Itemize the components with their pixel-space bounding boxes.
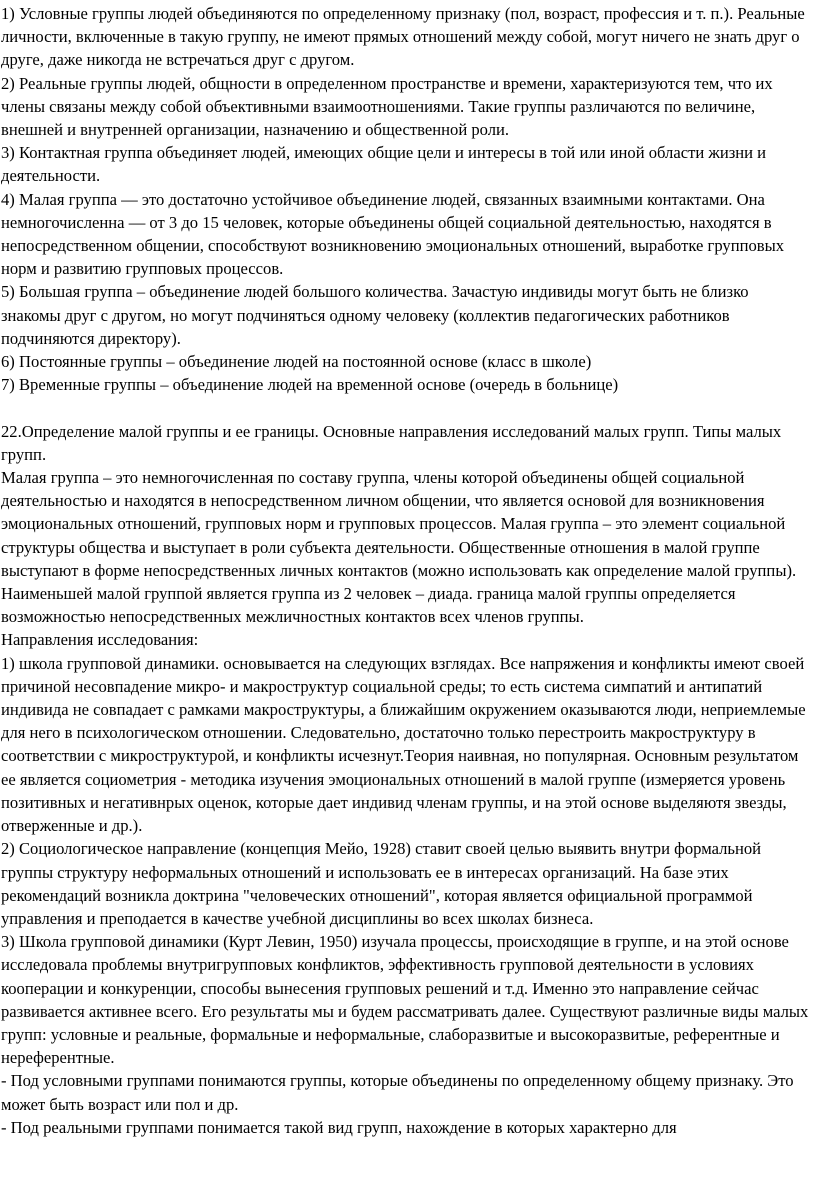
paragraph-group-dynamics-school: 1) школа групповой динамики. основывается на следующих взглядах. Все напряжения и конфликты имеют своей причиной несовпадение микро- и макроструктур социальной среды; то есть система симпатий и антипатий индивида не совпадает с рамками макроструктуры, а ближайшим окружением оказываются люди, неприемлемые для него в психологическом отношении. Следовательно, достаточно только перестроить макроструктуру в соответствии с микроструктурой, и конфликты исчезнут.Теория наивная, но популярная. Основным результатом ее является социометрия - методика изучения эмоциональных отношений в малой группе (измеряется уровень позитивных и негативнрых оценок, которые дает индивид членам группы, и на этой основе выделяютя звезды, отверженные и др.). xyxy=(1,653,806,836)
paragraph-sociological-direction: 2) Социологическое направление (концепция Мейо, 1928) ставит своей целью выявить внутри формальной группы структуру неформальных отношений и использовать ее в интересах организаций. На базе этих рекомендаций возникла доктрина "человеческих отношений", которая является официальной программой управления и преподается в качестве учебной дисциплины во всех школах бизнеса. xyxy=(1,839,761,928)
paragraph-small-group-definition: Малая группа – это немногочисленная по составу группа, члены которой объединены общей социальной деятельностью и находятся в непосредственном личном общении, что является основой для возникновения эмоциональных отношений, групповых норм и групповых процессов. Малая группа – это элемент социальной структуры общества и выступает в роли субъекта деятельности. Общественные отношения в малой группе выступают в форме непосредственных личных контактов (можно использовать как определение малой группы). xyxy=(1,468,797,580)
blank-line xyxy=(1,396,810,419)
paragraph-dyad: Наименьшей малой группой является группа из 2 человек – диада. граница малой группы определяется возможностью непосредственных межличностных контактов всех членов группы. xyxy=(1,584,736,627)
paragraph-conditional-groups: 1) Условные группы людей объединяются по определенному признаку (пол, возраст, профессия и т. п.). Реальные личности, включенные в такую группу, не имеют прямых отношений между собой, могут ничего не знать друг о друге, даже никогда не встречаться друг с другом. xyxy=(1,4,805,70)
paragraph-temporary-groups: 7) Временные группы – объединение людей на временной основе (очередь в больнице) xyxy=(1,375,619,395)
paragraph-lewin-school: 3) Школа групповой динамики (Курт Левин, 1950) изучала процессы, происходящие в группе, и на этой основе исследовала проблемы внутригрупповых конфликтов, эффективность групповой деятельности в условиях кооперации и конкуренции, способы вынесения групповых решений и т.д. Именно это направление сейчас развивается активнее всего. Его результаты мы и будем рассматривать далее. Существуют различные виды малых групп: условные и реальные, формальные и неформальные, слаборазвитые и высокоразвитые, референтные и нереферентные. xyxy=(1,932,809,1068)
paragraph-small-group: 4) Малая группа — это достаточно устойчивое объединение людей, связанных взаимными контактами. Она немногочисленна — от 3 до 15 человек, которые объединены общей социальной деятельностью, находятся в непосредственном общении, способствуют возникновению эмоциональных отношений, выработке групповых норм и развитию групповых процессов. xyxy=(1,189,785,279)
section-heading-22: 22.Определение малой группы и ее границы. Основные направления исследований малых групп. Типы малых групп. xyxy=(1,421,782,464)
paragraph-contact-group: 3) Контактная группа объединяет людей, имеющих общие цели и интересы в той или иной области жизни и деятельности. xyxy=(1,143,767,186)
paragraph-real-groups: 2) Реальные группы людей, общности в определенном пространстве и времени, характеризуются тем, что их члены связаны между собой объективными взаимоотношениями. Такие группы различаются по величине, внешней и внутренней организации, назначению и общественной роли. xyxy=(1,73,773,140)
paragraph-research-directions-label: Направления исследования: xyxy=(1,630,199,650)
paragraph-permanent-groups: 6) Постоянные группы – объединение людей на постоянной основе (класс в школе) xyxy=(1,352,592,372)
paragraph-conditional-groups-definition: - Под условными группами понимаются группы, которые объединены по определенному общему признаку. Это может быть возраст или пол и др. xyxy=(1,1071,794,1114)
paragraph-large-group: 5) Большая группа – объединение людей большого количества. Зачастую индивиды могут быть не близко знакомы друг с другом, но могут подчиняться одному человеку (коллектив педагогических работников подчиняются директору). xyxy=(1,282,749,348)
paragraph-real-groups-definition: - Под реальными группами понимается такой вид групп, нахождение в которых характерно для xyxy=(1,1117,677,1137)
